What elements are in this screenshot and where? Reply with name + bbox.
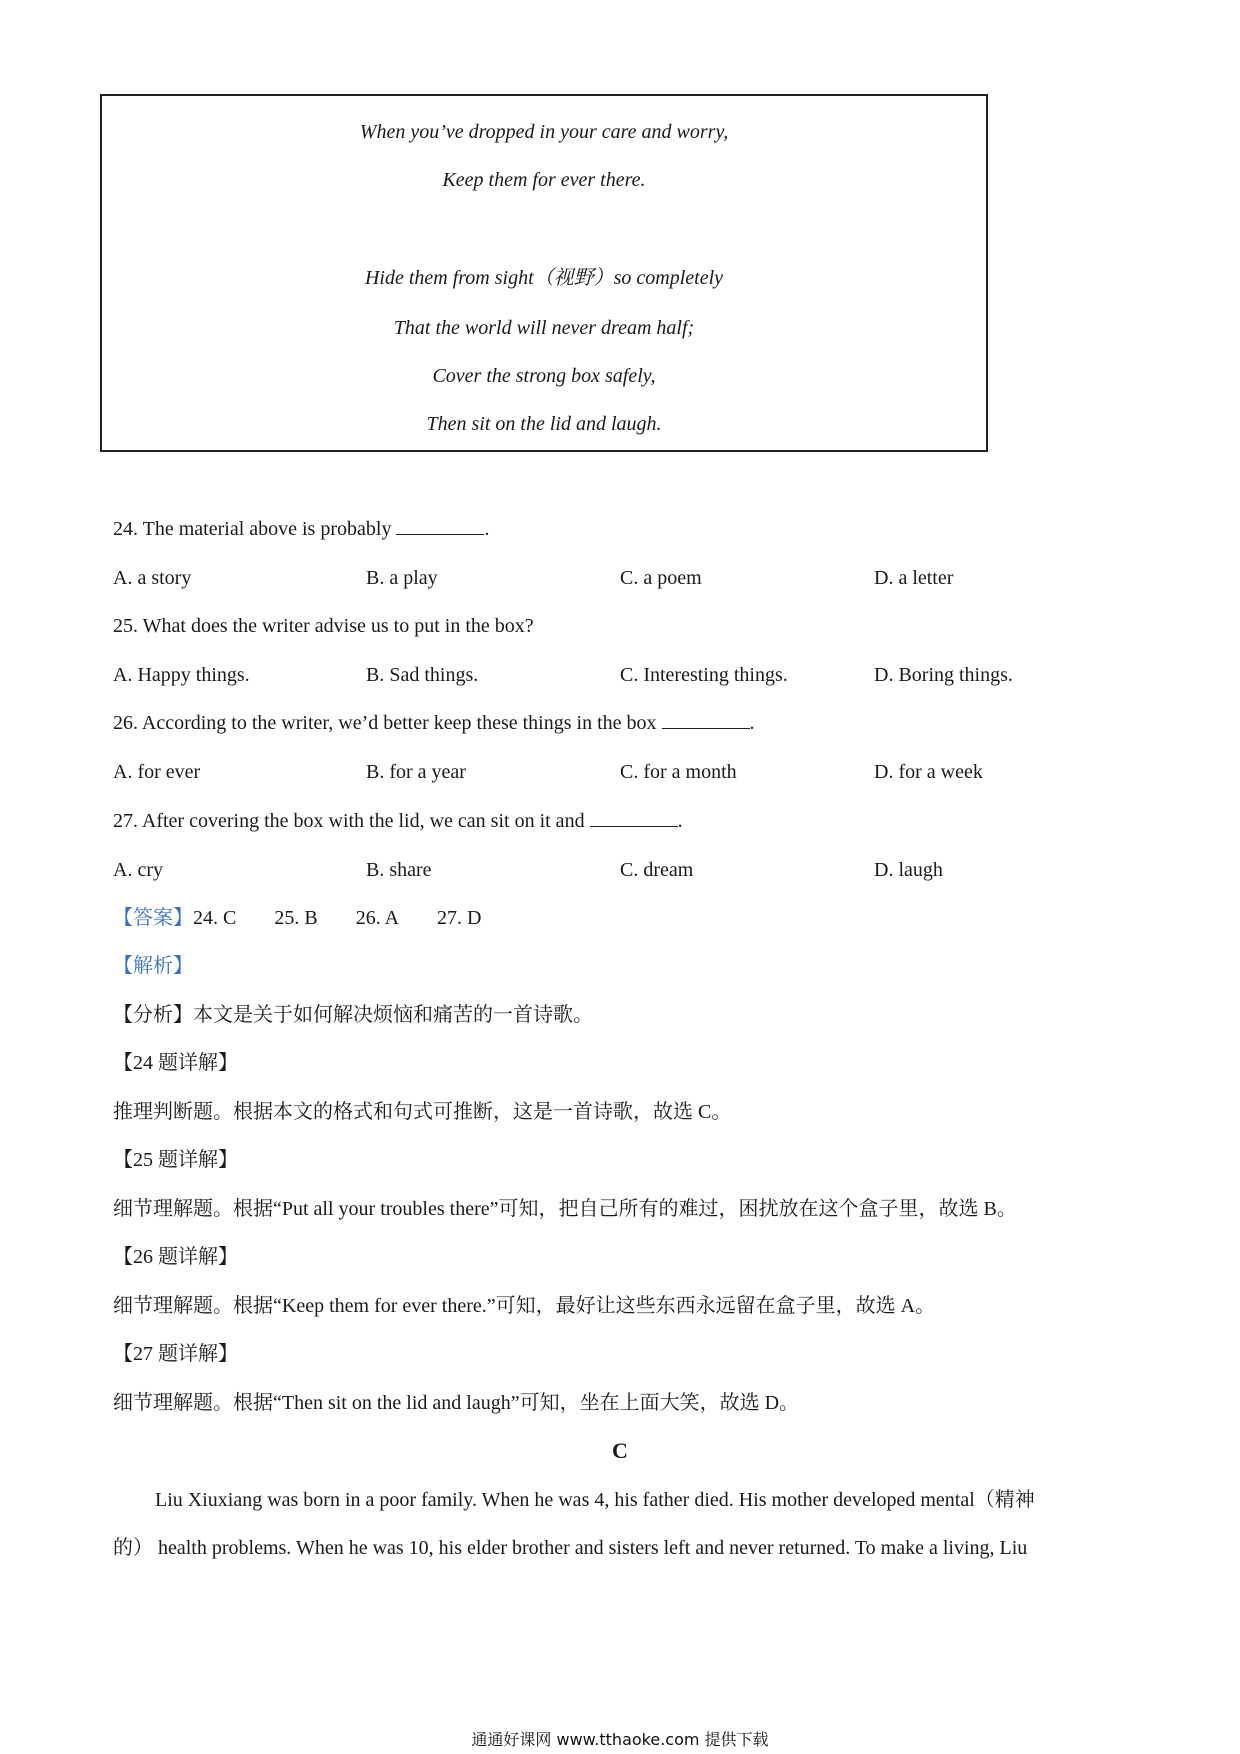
question-26-option-a: A. for ever [113, 761, 201, 783]
answer-label: 【答案】 [113, 907, 193, 929]
poem-line: That the world will never dream half; [393, 317, 695, 339]
paragraph-line: Liu Xiuxiang was born in a poor family. When he was 4, his father died. His mother developed mental（精神 [155, 1489, 1035, 1511]
question-26-stem: 26. According to the writer, we’d better keep these things in the box . [113, 712, 755, 734]
question-24-option-d: D. a letter [874, 567, 954, 589]
answer-item: 24. C [193, 907, 237, 929]
detail-heading-25: 【25 题详解】 [113, 1149, 238, 1171]
answer-blank [662, 710, 750, 729]
answer-blank [396, 516, 484, 535]
poem-line: Hide them from sight（视野）so completely [364, 267, 724, 289]
answer-item: 26. A [355, 907, 400, 929]
question-24-stem: 24. The material above is probably . [113, 518, 490, 540]
question-25-option-a: A. Happy things. [113, 664, 250, 686]
question-24-option-a: A. a story [113, 567, 192, 589]
answer-item: 27. D [437, 907, 482, 929]
poem-line: Cover the strong box safely, [432, 365, 656, 387]
detail-heading-24: 【24 题详解】 [113, 1052, 238, 1074]
question-25-stem: 25. What does the writer advise us to put in the box? [113, 615, 534, 637]
question-27-option-b: B. share [366, 859, 432, 881]
question-27-option-d: D. laugh [874, 859, 943, 881]
detail-text-25: 细节理解题。根据“Put all your troubles there”可知，把自己所有的难过，困扰放在这个盒子里，故选 B。 [113, 1198, 1017, 1220]
analysis-summary: 【分析】本文是关于如何解决烦恼和痛苦的一首诗歌。 [113, 1004, 593, 1026]
detail-text-24: 推理判断题。根据本文的格式和句式可推断，这是一首诗歌，故选 C。 [113, 1101, 732, 1123]
question-25-option-d: D. Boring things. [874, 664, 1013, 686]
question-25-option-b: B. Sad things. [366, 664, 479, 686]
page-footer: 通通好课网 www.tthaoke.com 提供下载 [471, 1730, 769, 1749]
question-24-option-b: B. a play [366, 567, 438, 589]
poem-line: Keep them for ever there. [442, 169, 646, 191]
question-27-option-c: C. dream [620, 859, 694, 881]
answer-item: 25. B [274, 907, 318, 929]
question-24-option-c: C. a poem [620, 567, 702, 589]
detail-text-26: 细节理解题。根据“Keep them for ever there.”可知，最好让这些东西永远留在盒子里，故选 A。 [113, 1295, 936, 1317]
poem-line: When you’ve dropped in your care and worry, [359, 121, 729, 143]
analysis-label: 【解析】 [113, 955, 193, 977]
answer-line [113, 905, 519, 931]
poem-box [100, 94, 988, 452]
paragraph-line: 的） health problems. When he was 10, his elder brother and sisters left and never returned. To make a living, Liu [113, 1537, 1028, 1559]
question-26-option-b: B. for a year [366, 761, 466, 783]
poem-line: Then sit on the lid and laugh. [426, 413, 662, 435]
section-title: C [612, 1438, 628, 1463]
detail-text-27: 细节理解题。根据“Then sit on the lid and laugh”可知，坐在上面大笑，故选 D。 [113, 1392, 800, 1414]
question-27-option-a: A. cry [113, 859, 163, 881]
question-27-stem: 27. After covering the box with the lid, we can sit on it and . [113, 810, 683, 832]
detail-heading-27: 【27 题详解】 [113, 1343, 238, 1365]
question-26-option-d: D. for a week [874, 761, 983, 783]
detail-heading-26: 【26 题详解】 [113, 1246, 238, 1268]
question-25-option-c: C. Interesting things. [620, 664, 788, 686]
answer-blank [590, 808, 678, 827]
question-26-option-c: C. for a month [620, 761, 737, 783]
